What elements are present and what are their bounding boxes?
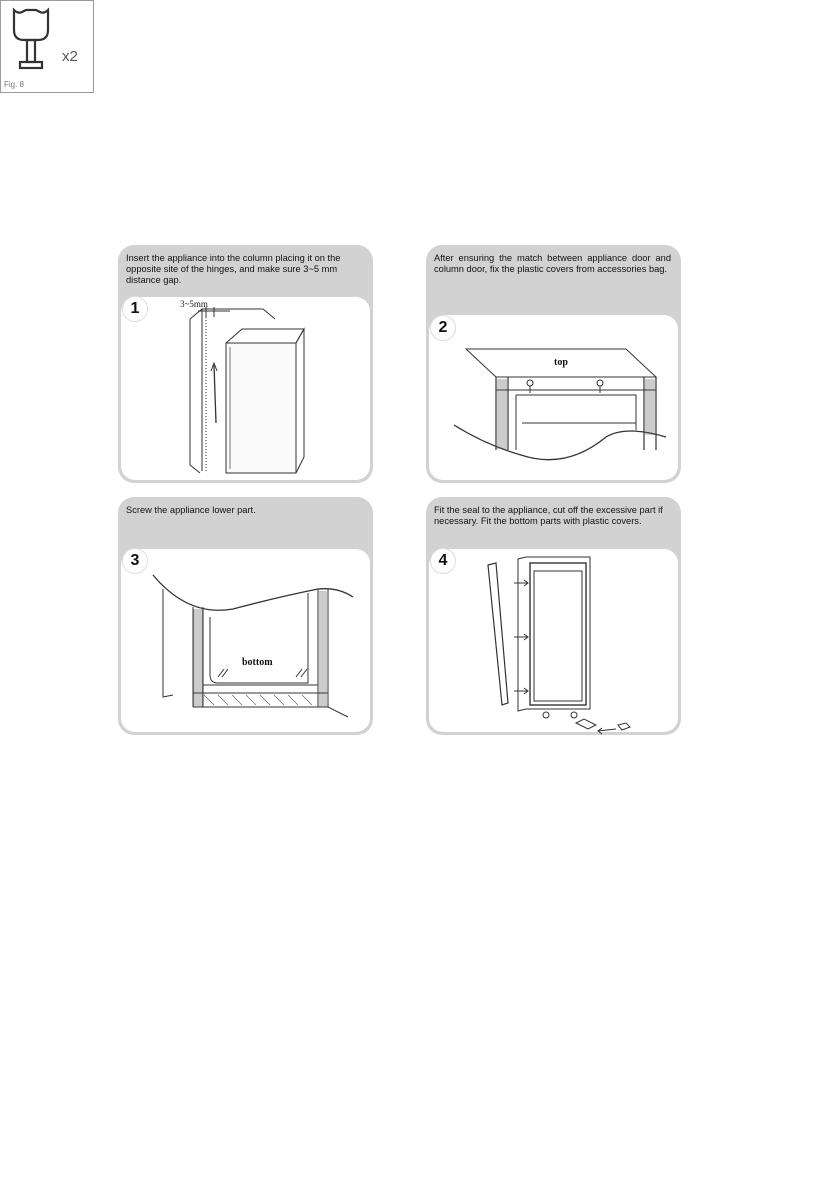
step-card-1 [118,245,373,483]
figure-caption: Fig. 8 [4,80,25,89]
step-instruction: Insert the appliance into the column placing it on the opposite site of the hinges, and make sure 3~5 mm distance gap. [126,253,341,285]
step-card-3 [118,497,373,735]
step-number: 1 [122,296,148,322]
step-3-illustration [118,497,373,735]
step-instruction: Screw the appliance lower part. [126,505,256,515]
top-label: top [554,357,568,368]
step-number: 4 [430,548,456,574]
step-2-illustration [426,245,681,483]
step-number: 3 [122,548,148,574]
figure-8-box [0,0,94,93]
step-1-illustration [118,245,373,483]
step-instruction: After ensuring the match between appliance door and column door, fix the plastic covers from accessories bag. [434,253,671,274]
step-number: 2 [430,315,456,341]
quantity-label: x2 [62,48,78,65]
step-4-illustration [426,497,681,735]
gap-label: 3~5mm [180,299,208,309]
step-instruction: Fit the seal to the appliance, cut off the excessive part if necessary. Fit the bottom parts with plastic covers. [434,505,663,526]
bottom-label: bottom [242,657,273,668]
step-card-4 [426,497,681,735]
step-card-2 [426,245,681,483]
